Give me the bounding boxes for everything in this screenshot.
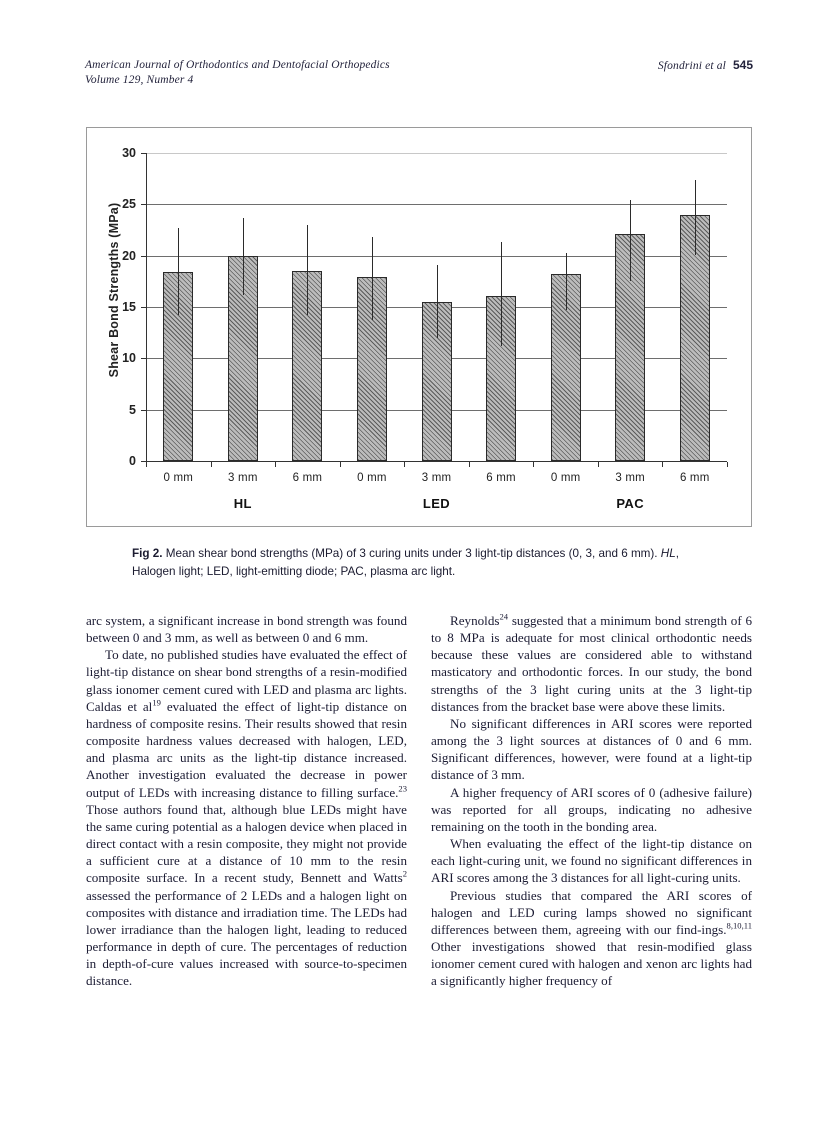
x-tick-mark <box>662 462 663 467</box>
right-column-paragraph: No significant differences in ARI scores were reported among the 3 light sources at distances of 0 and 6 mm. Significant differences, however, were found at a light-tip distance of 3 mm. <box>431 715 752 783</box>
x-category-label: 6 mm <box>679 472 710 484</box>
x-tick-mark <box>598 462 599 467</box>
running-head-right <box>658 58 753 74</box>
x-category-label: 3 mm <box>421 472 452 484</box>
x-group-label: LED <box>422 496 451 511</box>
citation-reference: 24 <box>499 611 509 622</box>
error-bar-mean-cap <box>626 234 635 235</box>
figure-caption-label: Fig 2. <box>132 547 163 560</box>
error-bar <box>695 180 696 255</box>
body-column-right <box>431 612 752 989</box>
x-category-label: 3 mm <box>228 472 258 484</box>
error-bar-mean-cap <box>239 256 248 257</box>
y-tick-label: 25 <box>122 197 136 212</box>
x-tick-mark <box>533 462 534 467</box>
y-tick-label: 10 <box>122 351 136 366</box>
running-head <box>85 58 753 88</box>
page-number: 545 <box>732 58 753 72</box>
y-axis-title: Shear Bond Strengths (MPa) <box>107 202 121 378</box>
x-tick-mark <box>727 462 728 467</box>
x-category-label: 0 mm <box>163 472 194 484</box>
error-bar-mean-cap <box>562 274 571 275</box>
x-category-label: 0 mm <box>357 472 387 484</box>
x-group-label: HL <box>233 496 252 511</box>
x-category-label: 3 mm <box>615 472 645 484</box>
bar-chart <box>87 128 751 526</box>
x-group-label: PAC <box>616 496 644 511</box>
y-tick-label: 20 <box>122 248 136 263</box>
x-axis-line <box>146 461 727 462</box>
error-bar <box>501 242 502 346</box>
error-bar <box>630 200 631 281</box>
journal-volume-line: Volume 129, Number 4 <box>85 74 194 86</box>
left-column-paragraph: To date, no published studies have evaluated the effect of light-tip distance on shear bond strengths of a resin-modified glass ionomer cement cured with LED and plasma arc lights. Caldas et $al^{19}$ evaluated the effect of light-tip distance on hardness of composite resins. Their results showed that resin composite hardness values decreased with halogen, LED, and plasma arc units as the light-tip distance increased. Another investigation evaluated the decrease in power output of LEDs with increasing distance to filling surface.$^{23}$ Those authors found that, although blue LEDs might have the same curing potential as a halogen device when placed in direct contact with a resin composite, they might not provide a sufficient cure at a distance of 10 mm to the resin composite surface. In a recent study, Bennett and Watts$^2$ assessed the performance of 2 LEDs and a halogen light on composites with distance and irradiation time. The LEDs had lower irradiance than the halogen light, leading to reduced performance in depth of cure. The percentages of reduction in depth-of-cure values increased with source-to-specimen distance. <box>86 647 407 989</box>
y-axis-line <box>146 153 147 462</box>
figure-caption-rest: , Halogen light; LED, light-emitting diode; PAC, plasma arc light. <box>132 547 679 578</box>
citation-reference: 8,10,11 <box>726 920 752 931</box>
error-bar <box>307 225 308 315</box>
error-bar-mean-cap <box>433 302 442 303</box>
error-bar-mean-cap <box>691 215 700 216</box>
right-column-paragraph: Previous studies that compared the ARI scores of halogen and LED curing lamps showed no significant differences between them, agreeing with our find-ings.$^{8,10,11}$ Other investigations showed that resin-modified glass ionomer cement cured with halogen and xenon arc lights had a significantly higher frequency of <box>431 887 752 989</box>
figure-caption-abbrev-hl: HL <box>660 547 676 560</box>
x-tick-mark <box>211 462 212 467</box>
y-gridline <box>146 204 727 205</box>
citation-reference: 23 <box>398 783 407 794</box>
error-bar-mean-cap <box>368 277 377 278</box>
x-tick-mark <box>275 462 276 467</box>
authors-name: Sfondrini et al <box>657 60 726 72</box>
left-column-paragraph: arc system, a significant increase in bond strength was found between 0 and 3 mm, as well as between 0 and 6 mm. <box>86 613 407 646</box>
error-bar <box>372 237 373 320</box>
citation-reference: 2 <box>402 868 407 879</box>
figure-caption <box>132 545 720 580</box>
x-category-label: 0 mm <box>550 472 581 484</box>
body-column-left <box>86 612 407 989</box>
error-bar <box>566 253 567 310</box>
error-bar-mean-cap <box>303 271 312 272</box>
x-category-label: 6 mm <box>486 472 516 484</box>
right-column-paragraph: A higher frequency of ARI scores of 0 (adhesive failure) was reported for all groups, indicating no adhesive remaining on the tooth in the bonding area. <box>431 784 752 834</box>
figure-caption-main: Mean shear bond strengths (MPa) of 3 curing units under 3 light-tip distances (0, 3, and 6 mm). <box>162 547 661 560</box>
y-tick-label: 15 <box>122 300 136 314</box>
error-bar-mean-cap <box>497 296 506 297</box>
y-gridline <box>146 153 727 154</box>
x-tick-mark <box>469 462 470 467</box>
y-tick-label: 5 <box>129 402 136 417</box>
x-tick-mark <box>340 462 341 467</box>
y-tick-label: 0 <box>129 454 136 468</box>
right-column-paragraph: Reynolds$^{24}$ suggested that a minimum bond strength of 6 to 8 MPa is adequate for most clinical orthodontic needs because these values are considered able to withstand masticatory and orthodontic forces. In our study, the bond strengths of the 3 light curing units at the 3 light-tip distances from the bracket base were above these limits. <box>431 611 752 714</box>
journal-title <box>85 58 390 88</box>
x-tick-mark <box>404 462 405 467</box>
right-column-paragraph: When evaluating the effect of the light-tip distance on each light-curing unit, we found no significant differences in ARI scores among the 3 distances for all light-curing units. <box>431 836 752 886</box>
y-tick-label: 30 <box>122 146 136 160</box>
x-tick-mark <box>146 462 147 467</box>
x-category-label: 6 mm <box>292 472 323 484</box>
error-bar-mean-cap <box>174 272 183 273</box>
citation-reference: 19 <box>152 697 161 708</box>
figure-2-frame <box>86 127 752 527</box>
journal-title-line1: American Journal of Orthodontics and Dentofacial Orthopedics <box>85 59 390 71</box>
